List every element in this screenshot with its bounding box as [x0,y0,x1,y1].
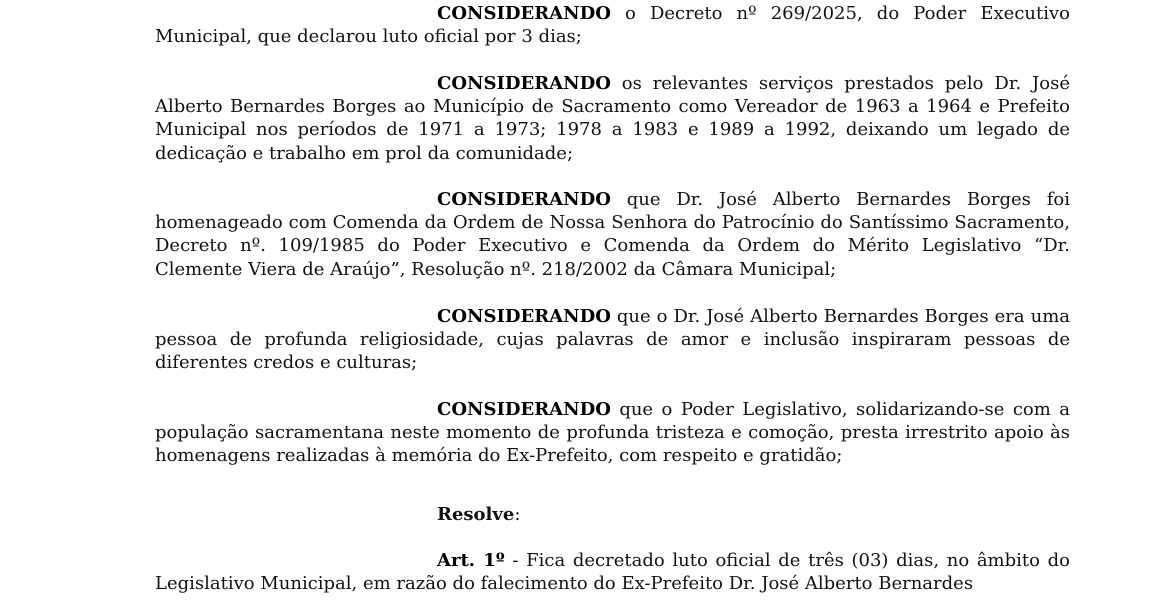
considerando-keyword: CONSIDERANDO [437,306,611,327]
considerando-paragraph-4 [155,305,1070,375]
paragraph-text: que o Poder Legislativo, solidarizando-se com a população sacramentana neste momento de profunda tristeza e comoção, presta irrestrito apoio às homenagens realizadas à memória do Ex-Prefeito, com respeito e gratidão; [155,399,1070,467]
paragraph-text: o Decreto nº 269/2025, do Poder Executivo Municipal, que declarou luto oficial por 3 dias; [155,3,1070,48]
considerando-paragraph-1 [155,2,1070,48]
considerando-paragraph-3 [155,188,1070,281]
paragraph-text: que Dr. José Alberto Bernardes Borges foi homenageado com Comenda da Ordem de Nossa Senhora do Patrocínio do Santíssimo Sacramento, Decreto nº. 109/1985 do Poder Executivo e Comenda da Ordem do Mérito Legislativo “Dr. Clemente Viera de Araújo”, Resolução nº. 218/2002 da Câmara Municipal; [155,189,1070,280]
considerando-keyword: CONSIDERANDO [437,189,611,210]
article-keyword: Art. 1º [437,550,505,571]
considerando-paragraph-2 [155,72,1070,165]
paragraph-text: os relevantes serviços prestados pelo Dr. José Alberto Bernardes Borges ao Município de Sacramento como Vereador de 1963 a 1964 e Prefeito Municipal nos períodos de 1971 a 1973; 1978 a 1983 e 1989 a 1992, deixando um legado de dedicação e trabalho em prol da comunidade; [155,73,1070,164]
paragraph-text: que o Dr. José Alberto Bernardes Borges era uma pessoa de profunda religiosidade, cujas palavras de amor e inclusão inspiraram pessoas de diferentes credos e culturas; [155,306,1070,374]
considerando-keyword: CONSIDERANDO [437,399,611,420]
considerando-keyword: CONSIDERANDO [437,3,611,24]
considerando-keyword: CONSIDERANDO [437,73,611,94]
considerando-paragraph-5 [155,398,1070,468]
article-text: - Fica decretado luto oficial de três (03) dias, no âmbito do Legislativo Municipal, em razão do falecimento do Ex-Prefeito Dr. José Alberto Bernardes [155,550,1070,595]
resolve-heading [437,503,520,526]
resolve-suffix: : [514,504,521,525]
article-1-paragraph [155,549,1070,595]
resolve-keyword: Resolve [437,504,515,525]
